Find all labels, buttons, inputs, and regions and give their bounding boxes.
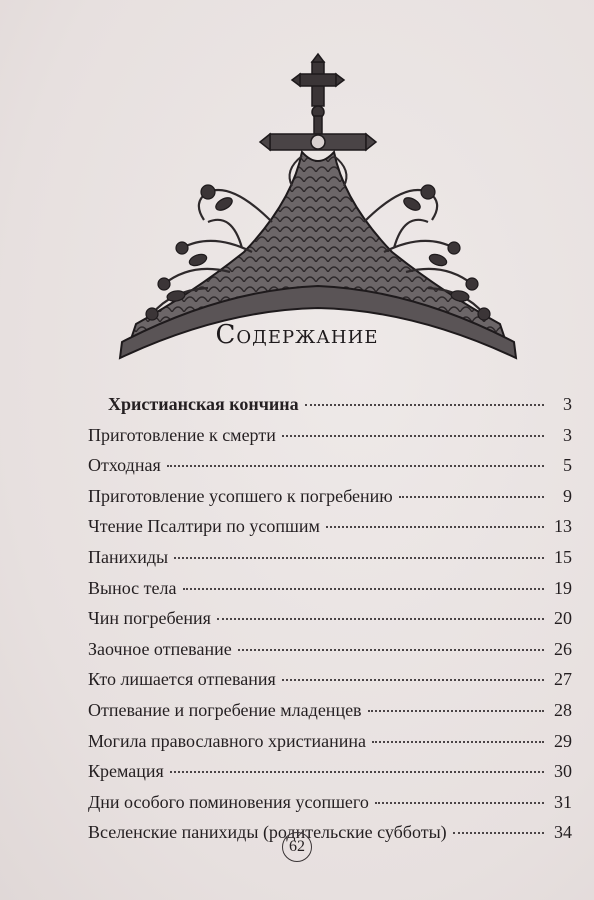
toc-leader-dots (282, 435, 544, 437)
toc-leader-dots (375, 802, 544, 804)
toc-entry[interactable] (88, 425, 572, 456)
toc-entry[interactable] (88, 455, 572, 486)
toc-entry[interactable] (88, 394, 572, 425)
crown-ornament-icon (112, 52, 522, 362)
toc-leader-dots (368, 710, 544, 712)
toc-leader-dots (174, 557, 544, 559)
toc-entry-title: Заочное отпевание (88, 638, 232, 659)
toc-entry-page: 9 (563, 485, 572, 506)
toc-entry-page: 20 (554, 608, 572, 629)
toc-entry-title: Дни особого поминовения усопшего (88, 791, 369, 812)
toc-entry[interactable] (88, 669, 572, 700)
toc-entry[interactable] (88, 608, 572, 639)
toc-entry[interactable] (88, 731, 572, 762)
toc-entry-title: Могила православного христианина (88, 730, 367, 751)
toc-entry-page: 3 (563, 394, 572, 414)
toc-leader-dots (217, 618, 544, 620)
toc-entry-title: Отпевание и погребение младенцев (88, 699, 362, 720)
toc-leader-dots (167, 465, 544, 467)
toc-entry-title: Христианская кончина (108, 394, 299, 414)
toc-leader-dots (326, 526, 544, 528)
toc-entry-title: Панихиды (88, 546, 169, 567)
toc-entry-title: Вынос тела (88, 577, 177, 598)
toc-leader-dots (282, 679, 544, 681)
table-of-contents (88, 394, 572, 853)
toc-leader-dots (372, 741, 544, 743)
toc-entry-page: 3 (563, 424, 572, 445)
toc-entry[interactable] (88, 486, 572, 517)
toc-entry-page: 19 (554, 577, 572, 598)
toc-entry[interactable] (88, 578, 572, 609)
toc-entry[interactable] (88, 516, 572, 547)
toc-entry-title: Чтение Псалтири по усопшим (88, 516, 320, 537)
toc-entry-title: Кто лишается отпевания (88, 669, 276, 690)
toc-entry[interactable] (88, 792, 572, 823)
contents-heading: Содержание (215, 320, 379, 350)
toc-entry[interactable] (88, 547, 572, 578)
toc-entry-page: 13 (554, 516, 572, 537)
toc-entry[interactable] (88, 700, 572, 731)
toc-entry-page: 15 (554, 546, 572, 567)
toc-leader-dots (453, 832, 544, 834)
toc-entry-page: 26 (554, 638, 572, 659)
toc-entry-title: Приготовление к смерти (88, 424, 276, 445)
toc-entry-page: 29 (554, 730, 572, 751)
toc-entry[interactable] (88, 639, 572, 670)
toc-entry-title: Приготовление усопшего к погребению (88, 485, 393, 506)
toc-entry-page: 34 (554, 822, 572, 843)
toc-entry-title: Кремация (88, 761, 164, 782)
toc-leader-dots (399, 496, 544, 498)
toc-entry-title: Вселенские панихиды (родительские субботы) (88, 822, 447, 843)
toc-leader-dots (305, 404, 544, 406)
toc-leader-dots (170, 771, 544, 773)
toc-entry-page: 28 (554, 699, 572, 720)
toc-leader-dots (183, 588, 545, 590)
toc-entry-title: Отходная (88, 455, 161, 476)
toc-entry-title: Чин погребения (88, 608, 211, 629)
toc-entry[interactable] (88, 761, 572, 792)
toc-entry-page: 5 (563, 455, 572, 476)
toc-entry[interactable] (88, 822, 572, 853)
toc-entry-page: 27 (554, 669, 572, 690)
toc-entry-page: 31 (554, 791, 572, 812)
toc-entry-page: 30 (554, 761, 572, 782)
page-number: 62 (282, 832, 312, 862)
toc-leader-dots (238, 649, 544, 651)
